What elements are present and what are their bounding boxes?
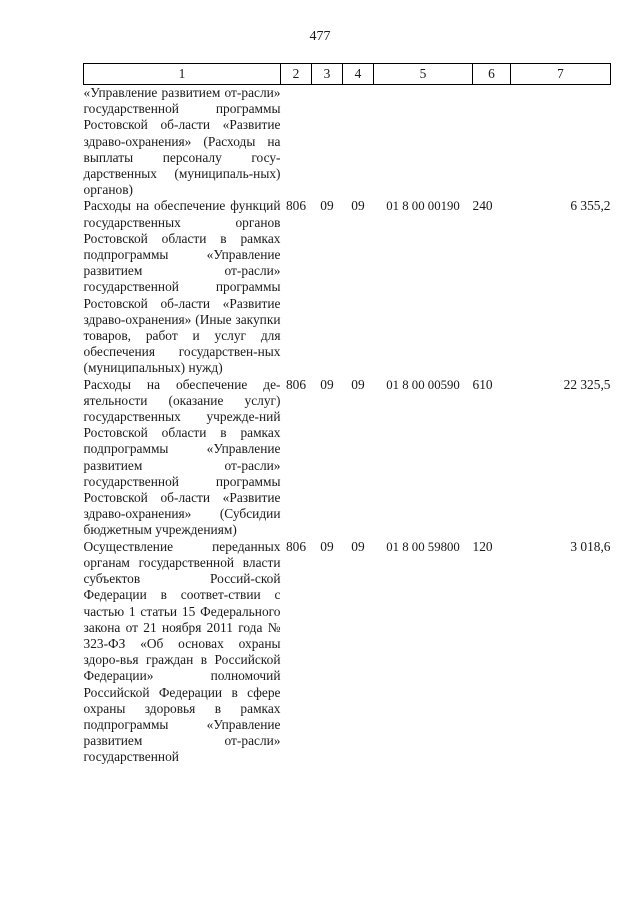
row-code-target: 01 8 00 00590 xyxy=(386,377,460,392)
row-description: «Управление развитием от-расли» государственной программы Ростовской об-ласти «Развитие здраво-охранения» (Расходы на выплаты персоналу госу-дарственных (муниципаль-ных) органов) xyxy=(83,85,281,198)
row-code-section: 09 xyxy=(320,376,334,392)
row-code-expense-type: 240 xyxy=(472,198,493,214)
row-code-section: 09 xyxy=(320,198,334,214)
table-row xyxy=(84,377,611,539)
row-code-subsection: 09 xyxy=(351,198,365,214)
row-code-expense-type: 610 xyxy=(472,376,493,392)
header-row xyxy=(84,64,611,85)
header-col-3: 3 xyxy=(312,64,343,85)
table-row xyxy=(84,539,611,766)
budget-table xyxy=(83,63,611,766)
row-code-expense-type: 120 xyxy=(472,538,493,554)
table-row xyxy=(84,85,611,199)
row-amount: 22 325,5 xyxy=(563,376,611,392)
row-code-target xyxy=(374,85,473,199)
row-code-subsection xyxy=(343,85,374,199)
row-code-ministry xyxy=(281,85,312,199)
page-number: 477 xyxy=(309,29,331,44)
row-description: Расходы на обеспечение де-ятельности (оказание услуг) государственных учрежде-ний Ростовской области в рамках подпрограммы «Управление развитием от-расли» государственной программы Ростовской об-ласти «Развитие здраво-охранения» (Субсидии бюджетным учреждениям) xyxy=(83,376,281,538)
table-row xyxy=(84,198,611,376)
header-col-4: 4 xyxy=(343,64,374,85)
row-code-target: 01 8 00 00190 xyxy=(386,199,460,214)
row-code-subsection: 09 xyxy=(351,538,365,554)
header-col-1: 1 xyxy=(84,64,281,85)
row-amount xyxy=(511,85,611,199)
row-code-expense-type xyxy=(473,85,511,199)
header-col-2: 2 xyxy=(281,64,312,85)
row-amount: 3 018,6 xyxy=(570,538,611,554)
header-col-7: 7 xyxy=(511,64,611,85)
row-code-section xyxy=(312,85,343,199)
row-code-ministry: 806 xyxy=(285,198,307,214)
row-amount: 6 355,2 xyxy=(570,198,611,214)
row-code-section: 09 xyxy=(320,538,334,554)
row-description: Осуществление переданных органам государственной власти субъектов Россий-ской Федерации в соответ-ствии с частью 1 статьи 15 Федерального закона от 21 ноября 2011 года № 323-ФЗ «Об основах охраны здоро-вья граждан в Российской Федерации» полномочий Российской Федерации в сфере охраны здоровья в рамках подпрограммы «Управление развитием от-расли» государственной xyxy=(83,538,281,765)
row-code-target: 01 8 00 59800 xyxy=(386,539,460,554)
row-description: Расходы на обеспечение функций государственных органов Ростовской области в рамках подпрограммы «Управление развитием от-расли» государственной программы Ростовской об-ласти «Развитие здраво-охранения» (Иные закупки товаров, работ и услуг для обеспечения государствен-ных (муниципальных) нужд) xyxy=(83,198,281,376)
row-code-ministry: 806 xyxy=(285,538,307,554)
row-code-ministry: 806 xyxy=(285,376,307,392)
row-code-subsection: 09 xyxy=(351,376,365,392)
header-col-5: 5 xyxy=(374,64,473,85)
header-col-6: 6 xyxy=(473,64,511,85)
